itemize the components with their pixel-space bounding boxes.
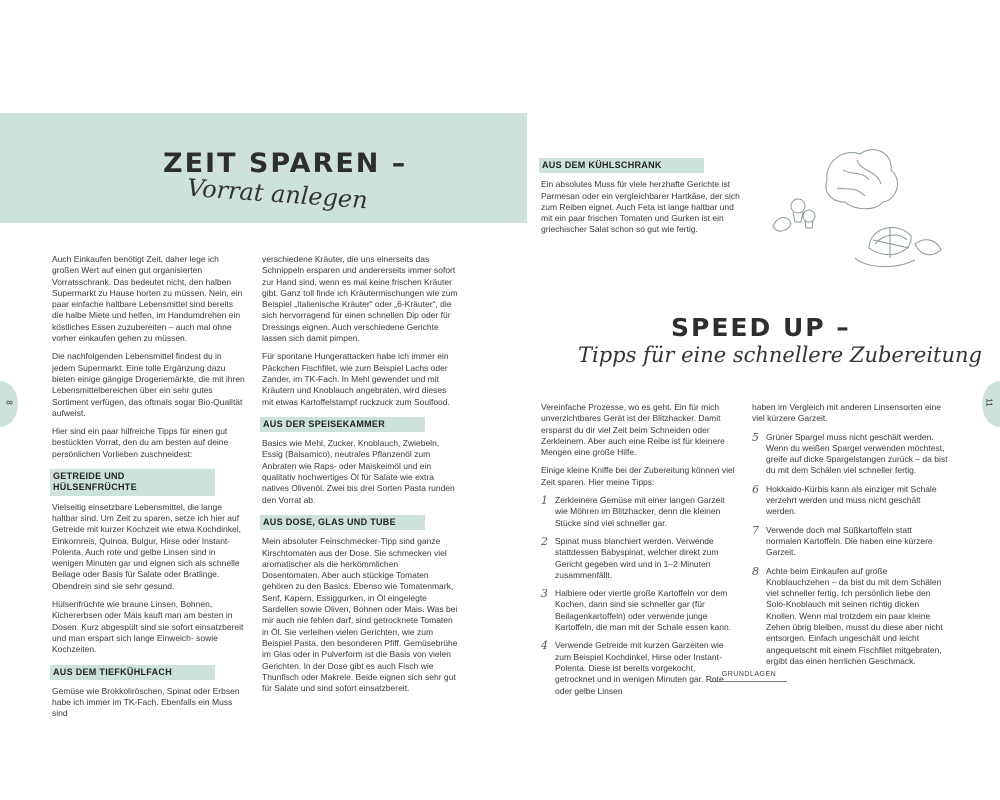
section-heading: AUS DEM KÜHLSCHRANK bbox=[539, 158, 704, 173]
section-heading: AUS DOSE, GLAS UND TUBE bbox=[260, 515, 425, 530]
paragraph: Auch Einkaufen benötigt Zeit, daher lege ich großen Wert auf einen gut organisierten Vorratsschrank. Das bedeutet nicht, den halben Supermarkt zu Hause horten zu müssen. Nein, ein paar einfache haltbare Lebensmittel sind bereits die halbe Miete und helfen, im Handumdrehen ein köstliches Essen zuzubereiten – auch mal ohne vorher einkaufen gehen zu müssen. bbox=[52, 254, 243, 344]
right-column-2 bbox=[752, 402, 948, 674]
page-number-right: 11 bbox=[984, 398, 994, 407]
list-item bbox=[541, 495, 737, 529]
step-text: Halbiere oder viertle große Kartoffeln vor dem Kochen, dann sind sie schneller gar (für Beilagenkartoffeln) oder verwende junge Kartoffeln, die man mit der Schale essen kann. bbox=[555, 588, 732, 633]
list-item bbox=[541, 536, 737, 581]
step-text: Spinat muss blanchiert werden. Verwende stattdessen Babyspinat, welcher direkt zum Gericht gegeben wird und in 1–2 Minuten zusammenfällt. bbox=[555, 535, 719, 580]
page-title-right: SPEED UP – bbox=[671, 313, 851, 342]
step-text: Zerkleinere Gemüse mit einer langen Garzeit wie Möhren im Blitzhacker, denn die kleinen Stücke sind viel schneller gar. bbox=[555, 495, 725, 528]
page-subtitle-right: Tipps für eine schnellere Zubereitung bbox=[578, 343, 982, 367]
step-number: 3 bbox=[541, 587, 548, 601]
paragraph: Vereinfache Prozesse, wo es geht. Ein für mich unverzichtbares Gerät ist der Blitzhacker. Damit ersparst du dir viel Zeit beim Schneiden oder Zerkleinern. Aber auch eine Reibe ist für kleinere Mengen eine große Hilfe. bbox=[541, 402, 725, 458]
section-heading: AUS DER SPEISEKAMMER bbox=[260, 417, 425, 432]
list-item bbox=[541, 588, 737, 633]
step-text: Hokkaido-Kürbis kann als einziger mit Schale verzehrt werden und muss nicht geschält werden. bbox=[766, 483, 937, 517]
step-number: 8 bbox=[752, 564, 759, 578]
page-subtitle-left: Vorrat anlegen bbox=[186, 173, 369, 215]
right-column-1 bbox=[541, 402, 737, 704]
section-heading: AUS DEM TIEFKÜHLFACH bbox=[50, 665, 215, 680]
step-text: Verwende doch mal Süßkartoffeln statt normalen Kartoffeln. Die haben eine kürzere Garzeit. bbox=[766, 524, 933, 558]
list-item bbox=[752, 525, 948, 559]
list-item bbox=[752, 484, 948, 518]
paragraph: Die nachfolgenden Lebensmittel findest du in jedem Supermarkt. Eine tolle Ergänzung dazu bieten einige gängige Drogeriemärkte, die mit ihren Lebensmittelbereichen über ein sehr gutes Sortiment verfügen, das oftmals sogar Bio-Qualität aufweist. bbox=[52, 351, 245, 418]
step-number: 7 bbox=[752, 523, 759, 537]
left-column-2 bbox=[262, 254, 458, 701]
step-number: 5 bbox=[752, 430, 759, 444]
paragraph: Hülsenfrüchte wie braune Linsen, Bohnen, Kichererbsen oder Mais kauft man am besten in Dosen. Kurz abgespült sind sie sofort einsatzbereit und man erspart sich lange Einweich- sowie Kochzeiten. bbox=[52, 599, 244, 655]
right-fridge-section bbox=[541, 156, 741, 243]
paragraph: Hier sind ein paar hilfreiche Tipps für einen gut bestückten Vorrat, den du am besten auf deine persönlichen Vorlieben zuschneidest: bbox=[52, 426, 229, 459]
paragraph: Basics wie Mehl, Zucker, Knoblauch, Zwiebeln, Essig (Balsamico), neutrales Pflanzenöl zum Anbraten wie Raps- oder Maiskeimöl und ein qualitativ hochwertiges Öl für Salate wie extra natives Olivenöl. Zwei bis drei Sorten Pasta runden den Vorrat ab. bbox=[262, 438, 455, 505]
paragraph: Ein absolutes Muss für viele herzhafte Gerichte ist Parmesan oder ein vergleichbarer Hartkäse, der sich zum Reiben eignet. Auch Feta ist lange haltbar und mit ein paar frischen Tomaten und Gurken ist ein griechischer Salat schon so gut wie fertig. bbox=[541, 179, 740, 235]
running-footer: GRUNDLAGEN bbox=[711, 671, 787, 682]
paragraph: Für spontane Hungerattacken habe ich immer ein Päckchen Fischfilet, wie zum Beispiel Lachs oder Zander, im TK-Fach. In Mehl gewendet und mit Kräutern und Knoblauch angebraten, wird dieses mit etwas Kartoffelstampf ruckzuck zum Soulfood. bbox=[262, 351, 450, 407]
list-item bbox=[752, 566, 948, 668]
paragraph: verschiedene Kräuter, die uns einerseits das Schnippeln ersparen und andererseits immer sofort zur Hand sind, wenn es mal keine frischen Kräuter gibt. Ganz toll finde ich Kräutermischungen wie zum Beispiel „Italienische Kräuter“ oder „6-Kräuter“, die sich hervorragend für einen schnellen Dip oder für Dressings eignen. Auch verschiedene Gerichte lassen sich damit pimpen. bbox=[262, 254, 458, 344]
paragraph: Einige kleine Kniffe bei der Zubereitung können viel Zeit sparen. Hier meine Tipps: bbox=[541, 465, 735, 487]
paragraph: Mein absoluter Feinschmecker-Tipp sind ganze Kirschtomaten aus der Dose. Sie schmecken viel aromatischer als die herkömmlichen Dosentomaten. Aber auch stückige Tomaten gehören zu den Basics. Ebenso wie Tomatenmark, Senf, Kapern, Essiggurken, in Öl eingelegte Sardellen sowie Oliven, Bohnen oder Mais. Was bei mir auch nie fehlen darf, sind getrocknete Tomaten in Öl. Sie verleihen vielen Gerichten, wie zum Beispiel Pasta, den besonderen Pfiff. Gemüsebrühe im Glas oder in Pulverform ist die Basis von vielen Gerichten. In der Dose gibt es auch Fisch wie Thunfisch oder Makrele. Beide eignen sich sehr gut für Salate und sind sofort einsatzbereit. bbox=[262, 536, 458, 694]
list-item bbox=[752, 432, 948, 477]
step-text: Achte beim Einkaufen auf große Knoblauchzehen – da bist du mit dem Schälen viel schneller fertig. Ich persönlich liebe den Solo-Knoblauch mit seinen richtig dicken Knollen. Wenn mal trotzdem ein paar kleine Zehen übrig bleiben, musst du diese aber nicht entsorgen. Einfach ungeschält und leicht angequetscht mit einem Fischfilet mitgebraten, ergibt das einen herrlichen Geschmack. bbox=[766, 565, 943, 666]
list-item bbox=[541, 640, 737, 696]
tips-list bbox=[752, 432, 948, 668]
step-text: Grüner Spargel muss nicht geschält werden. Wenn du weißen Spargel verwenden möchtest, greife auf dicke Spargelstangen zurück – da bist du mit dem Schälen viel schneller fertig. bbox=[766, 431, 948, 476]
left-column-1 bbox=[52, 254, 246, 727]
step-number: 2 bbox=[541, 534, 548, 548]
paragraph: Vielseitig einsetzbare Lebensmittel, die lange haltbar sind. Um Zeit zu sparen, setze ich hier auf Getreide mit kurzer Kochzeit wie etwa Kochdinkel, Einkornreis, Quinoa, Bulgur, Hirse oder Instant-Polenta. Auch rote und gelbe Linsen sind in wenigen Minuten gar und eignen sich als schnelle Beilage oder Basis für Salate oder Bratlinge. Obendrein sind sie sehr gesund. bbox=[52, 501, 241, 591]
step-number: 1 bbox=[541, 494, 548, 508]
tips-list bbox=[541, 495, 737, 697]
step-text: Verwende Getreide mit kurzen Garzeiten wie zum Beispiel Kochdinkel, Hirse oder Instant-Polenta. Diese ist bereits vorgekocht, getrocknet und in wenigen Minuten gar. Rote oder gelbe Linsen bbox=[555, 640, 724, 696]
paragraph: Gemüse wie Brokkoliröschen, Spinat oder Erbsen habe ich immer im TK-Fach. Ebenfalls ein Muss sind bbox=[52, 685, 240, 719]
paragraph: haben im Vergleich mit anderen Linsensorten eine viel kürzere Garzeit. bbox=[752, 402, 942, 424]
page-number-left: 8 bbox=[4, 400, 14, 405]
step-number: 4 bbox=[541, 639, 548, 653]
vegetable-illustration-icon bbox=[765, 140, 945, 275]
step-number: 6 bbox=[752, 482, 759, 496]
page-title-left: ZEIT SPAREN – bbox=[163, 148, 408, 179]
section-heading: GETREIDE UND HÜLSENFRÜCHTE bbox=[50, 469, 215, 496]
